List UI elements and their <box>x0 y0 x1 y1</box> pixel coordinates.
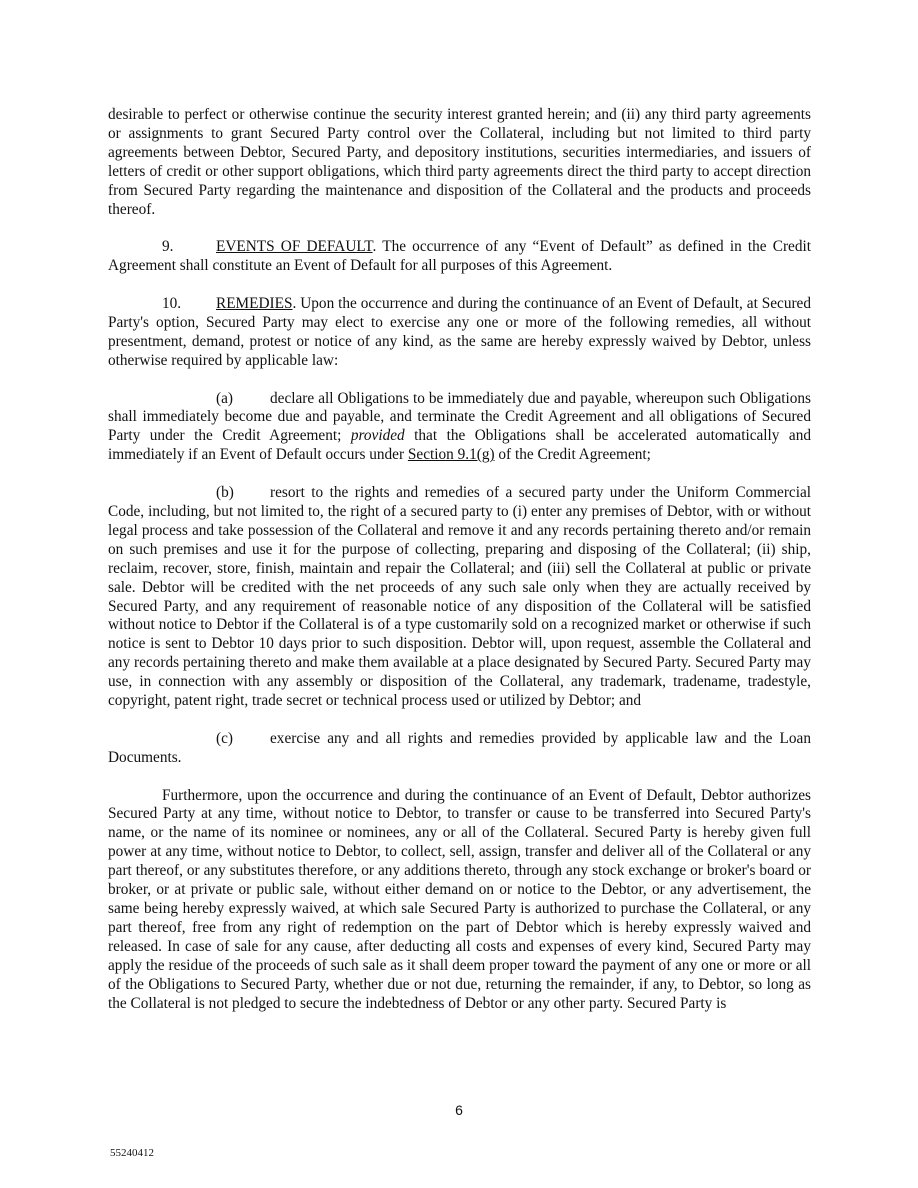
remedy-item-c-label: (c) <box>216 729 233 747</box>
section-10-text: . Upon the occurrence and during the continuance of an Event of Default, at Secured Party's option, Secured Party may elect to exercise any one or more of the following remedies, all without presentment, demand, protest or notice of any kind, as the same are hereby expressly waived by Debtor, unless otherwise required by applicable law: <box>108 295 811 369</box>
section-10-paragraph <box>108 295 811 371</box>
remedy-item-c <box>108 730 811 768</box>
remedy-item-b <box>108 484 811 711</box>
section-10-heading: REMEDIES <box>216 295 293 313</box>
document-page <box>108 106 811 1013</box>
document-id: 55240412 <box>110 1147 154 1159</box>
section-9-text: . The occurrence of any “Event of Default” as defined in the Credit Agreement shall constitute an Event of Default for all purposes of this Agreement. <box>108 238 811 275</box>
remedy-item-b-text: resort to the rights and remedies of a secured party under the Uniform Commercial Code, including, but not limited to, the right of a secured party to (i) enter any premises of Debtor, with or without legal process and take possession of the Collateral and remove it and any records pertaining thereto and/or remain on such premises and use it for the purpose of collecting, preparing and disposing of the Collateral; (ii) ship, reclaim, recover, store, finish, maintain and repair the Collateral; and (iii) sell the Collateral at public or private sale. Debtor will be credited with the net proceeds of any such sale only when they are actually received by Secured Party, and any requirement of reasonable notice of any disposition of the Collateral will be satisfied without notice to Debtor if the Collateral is of a type customarily sold on a recognized market or otherwise if such notice is sent to Debtor 10 days prior to such disposition. Debtor will, upon request, assemble the Collateral and any records pertaining thereto and make them available at a place designated by Secured Party. Secured Party may use, in connection with any assembly or disposition of the Collateral, any trademark, tradename, tradestyle, copyright, patent right, trade secret or technical process used or utilized by Debtor; and <box>108 484 811 710</box>
page-number: 6 <box>455 1102 463 1118</box>
section-9-paragraph <box>108 238 811 276</box>
remedy-item-a-text2: that the Obligations shall be accelerated automatically and immediately if an Event of Default occurs under <box>108 427 811 464</box>
remedy-item-a-italic: provided <box>350 427 405 445</box>
section-9-heading: EVENTS OF DEFAULT <box>216 238 373 256</box>
remedy-item-a-text3: of the Credit Agreement; <box>494 446 651 464</box>
remedy-item-c-text: exercise any and all rights and remedies provided by applicable law and the Loan Documents. <box>108 729 811 766</box>
section-reference: Section 9.1(g) <box>407 446 495 464</box>
remedy-item-a-label: (a) <box>216 389 233 407</box>
section-10-number: 10. <box>162 295 182 313</box>
section-9-number: 9. <box>162 238 174 256</box>
furthermore-paragraph: Furthermore, upon the occurrence and during the continuance of an Event of Default, Debtor authorizes Secured Party at any time, without notice to Debtor, to transfer or cause to be transferred into Secured Party's name, or the name of its nominee or nominees, any or all of the Collateral. Secured Party is hereby given full power at any time, without notice to Debtor, to collect, sell, assign, transfer and deliver all of the Collateral or any part thereof, or any substitutes therefore, or any additions thereto, through any stock exchange or broker's board or broker, or at private or public sale, without either demand on or notice to the Debtor, or any advertisement, the same being hereby expressly waived, at which sale Secured Party is authorized to purchase the Collateral, or any part thereof, free from any right of redemption on the part of Debtor which is hereby expressly waived and released. In case of sale for any cause, after deducting all costs and expenses of every kind, Secured Party may apply the residue of the proceeds of such sale as it shall deem proper toward the payment of any one or more or all of the Obligations to Secured Party, whether due or not due, returning the remainder, if any, to Debtor, so long as the Collateral is not pledged to secure the indebtedness of Debtor or any other party. Secured Party is <box>108 786 811 1012</box>
remedy-item-a-text1: declare all Obligations to be immediately due and payable, whereupon such Obligations shall immediately become due and payable, and terminate the Credit Agreement and all obligations of Secured Party under the Credit Agreement; <box>108 389 811 445</box>
continuation-paragraph: desirable to perfect or otherwise continue the security interest granted herein; and (ii) any third party agreements or assignments to grant Secured Party control over the Collateral, including but not limited to third party agreements between Debtor, Secured Party, and depository institutions, securities intermediaries, and issuers of letters of credit or other support obligations, which third party agreements direct the third party to accept direction from Secured Party regarding the maintenance and disposition of the Collateral and the products and proceeds thereof. <box>108 106 811 218</box>
remedy-item-a <box>108 390 811 466</box>
remedy-item-b-label: (b) <box>216 484 234 502</box>
